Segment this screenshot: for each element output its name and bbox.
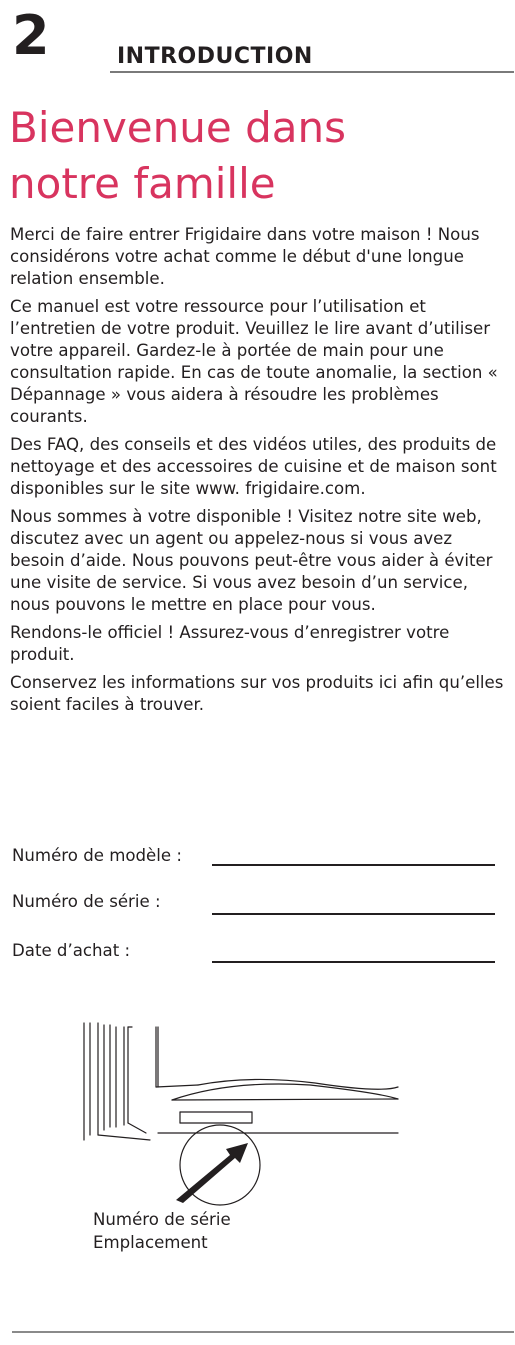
section-title: INTRODUCTION [117, 44, 313, 69]
door-bottom-line [98, 1135, 150, 1140]
serial-location-diagram [80, 1015, 410, 1210]
heading-line-2: notre famille [9, 159, 276, 208]
serial-number-label: Numéro de série : [12, 892, 161, 911]
purchase-date-line[interactable] [212, 961, 495, 963]
paragraph-thanks: Merci de faire entrer Frigidaire dans votre maison ! Nous considérons votre achat comme le début d'une longue relation ensemble. [10, 225, 480, 288]
pointer-arrow [176, 1143, 248, 1203]
header-divider [110, 71, 514, 73]
floor-front-line [172, 1099, 398, 1100]
figure-caption [93, 1208, 231, 1254]
serial-number-line[interactable] [212, 913, 495, 915]
model-number-label: Numéro de modèle : [12, 846, 182, 865]
heading-line-1: Bienvenue dans [9, 103, 346, 152]
paragraph-register: Rendons-le officiel ! Assurez-vous d’enregistrer votre produit. [10, 623, 450, 664]
model-number-line[interactable] [212, 864, 495, 866]
paragraph-support: Nous sommes à votre disponible ! Visitez notre site web, discutez avec un agent ou appelez-nous si vous avez besoin d’aide. Nous pouvons peut-être vous aider à éviter une visite de service. Si vous avez besoin d’un service, nous pouvons le mettre en place pour vous. [10, 507, 493, 614]
paragraph-resources: Des FAQ, des conseils et des vidéos utiles, des produits de nettoyage et des accessoires de cuisine et de maison sont disponibles sur le site www. frigidaire.com. [10, 435, 497, 498]
paragraph-manual: Ce manuel est votre ressource pour l’utilisation et l’entretien de votre produit. Veuillez le lire avant d’utiliser votre appareil. Gardez-le à portée de main pour une consultation rapide. En cas de toute anomalie, la section « Dépannage » vous aidera à résoudre les problèmes courants. [10, 297, 498, 426]
model-number-row [12, 845, 496, 871]
turntable-rim [172, 1084, 398, 1100]
caption-line-1: Numéro de série [93, 1210, 231, 1229]
purchase-date-label: Date d’achat : [12, 941, 131, 960]
footer-divider [12, 1331, 514, 1333]
intro-body [10, 224, 510, 722]
page-heading [9, 100, 509, 212]
door-bottom-line [128, 1123, 146, 1133]
serial-number-row [12, 891, 496, 917]
caption-line-2: Emplacement [93, 1233, 208, 1252]
page-number: 2 [12, 4, 50, 67]
floor-line [156, 1085, 198, 1087]
paragraph-keep-info: Conservez les informations sur vos produits ici afin qu’elles soient faciles à trouver. [10, 673, 504, 714]
purchase-date-row [12, 940, 496, 966]
